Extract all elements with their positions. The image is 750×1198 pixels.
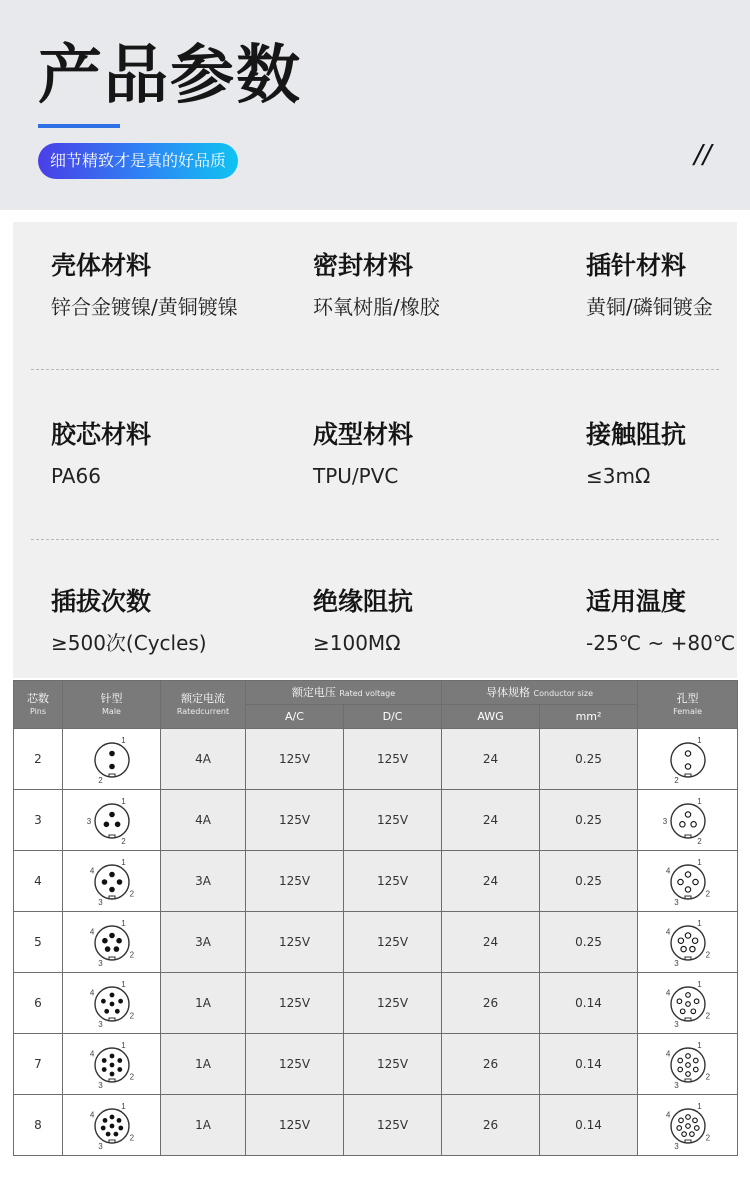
svg-text:2: 2 [705,950,710,960]
mm2-cell: 0.14 [540,1095,638,1156]
male-connector-icon [76,794,148,846]
table-row [14,1095,738,1156]
current-cell: 1A [161,973,246,1034]
svg-text:1: 1 [696,980,702,990]
header-male-cn: 针型 [100,691,123,705]
svg-text:1: 1 [696,858,702,868]
awg-cell: 24 [442,729,540,790]
param-label: 成型材料 [313,420,414,449]
male-connector-icon [76,855,148,907]
mm2-cell: 0.25 [540,729,638,790]
male-connector-icon [76,916,148,968]
dc-voltage-cell: 125V [344,912,442,973]
table-row [14,790,738,851]
svg-text:4: 4 [665,1049,670,1059]
current-cell: 1A [161,1095,246,1156]
svg-text:1: 1 [120,1102,126,1112]
mm2-cell: 0.25 [540,790,638,851]
current-cell: 4A [161,729,246,790]
param-label: 接触阻抗 [586,420,687,449]
svg-text:3: 3 [662,817,667,826]
decor-slashes: // [694,140,712,170]
female-socket-diagram-cell [638,790,738,851]
svg-text:3: 3 [673,1019,679,1029]
header-pins-cn: 芯数 [27,691,49,705]
male-pin-diagram-cell [63,729,161,790]
header-pins-en: Pins [29,706,47,716]
awg-cell: 26 [442,1095,540,1156]
param-value: 环氧树脂/橡胶 [313,295,440,319]
param-molding-material [313,419,413,489]
female-connector-icon [652,733,724,785]
header-dc: D/C [344,705,442,729]
male-connector-icon [76,1099,148,1151]
header-female-cn: 孔型 [676,691,699,705]
svg-text:4: 4 [665,988,670,998]
svg-text:1: 1 [120,858,126,868]
mm2-cell: 0.25 [540,851,638,912]
table-row [14,912,738,973]
header-female [638,681,738,729]
header-current-en: Ratedcurrent [176,706,230,716]
header-conductor-cn: 导体规格 [486,685,531,699]
svg-text:1: 1 [696,736,702,746]
female-socket-diagram-cell [638,1095,738,1156]
current-cell: 3A [161,912,246,973]
svg-text:2: 2 [129,1011,134,1021]
dc-voltage-cell: 125V [344,851,442,912]
header-pins [14,681,63,729]
male-pin-diagram-cell [63,1034,161,1095]
param-label: 胶芯材料 [51,420,152,449]
female-connector-icon [652,977,724,1029]
param-temperature-range [586,586,735,656]
mm2-cell: 0.14 [540,1034,638,1095]
header-voltage [246,681,442,705]
header-male-en: Male [102,706,121,716]
svg-text:2: 2 [120,836,126,846]
current-cell: 4A [161,790,246,851]
male-pin-diagram-cell [63,912,161,973]
ac-voltage-cell: 125V [246,790,344,851]
ac-voltage-cell: 125V [246,1034,344,1095]
param-label: 插拔次数 [51,587,152,616]
param-label: 插针材料 [586,251,687,280]
svg-text:3: 3 [673,1080,679,1090]
pins-cell: 6 [14,973,63,1034]
pins-cell: 4 [14,851,63,912]
svg-text:2: 2 [705,1133,710,1143]
male-pin-diagram-cell [63,973,161,1034]
awg-cell: 24 [442,851,540,912]
female-connector-icon [652,855,724,907]
dc-voltage-cell: 125V [344,729,442,790]
header-ac: A/C [246,705,344,729]
svg-text:1: 1 [696,1041,702,1051]
svg-text:2: 2 [129,889,134,899]
spec-table [13,680,738,1156]
svg-text:4: 4 [89,1049,94,1059]
svg-text:3: 3 [97,897,103,907]
male-connector-icon [76,733,148,785]
svg-text:4: 4 [89,1110,94,1120]
spec-table-body [14,729,738,1156]
table-row [14,851,738,912]
header-voltage-cn: 额定电压 [291,685,336,699]
header-awg: AWG [442,705,540,729]
svg-text:2: 2 [97,775,103,785]
female-connector-icon [652,1038,724,1090]
male-pin-diagram-cell [63,1095,161,1156]
page-title: 产品参数 [38,39,302,113]
svg-text:3: 3 [97,1141,103,1151]
pins-cell: 2 [14,729,63,790]
header-current-cn: 额定电流 [181,691,225,705]
svg-text:3: 3 [673,958,679,968]
female-socket-diagram-cell [638,912,738,973]
svg-text:3: 3 [673,897,679,907]
svg-text:2: 2 [705,1011,710,1021]
female-socket-diagram-cell [638,1034,738,1095]
mm2-cell: 0.14 [540,973,638,1034]
svg-text:3: 3 [86,817,91,826]
param-shell-material [51,250,238,320]
ac-voltage-cell: 125V [246,729,344,790]
pins-cell: 3 [14,790,63,851]
table-row [14,729,738,790]
table-row [14,1034,738,1095]
param-mating-cycles [51,586,207,656]
awg-cell: 26 [442,1034,540,1095]
svg-text:1: 1 [120,1041,126,1051]
svg-text:4: 4 [665,866,670,876]
svg-text:1: 1 [120,736,126,746]
svg-text:1: 1 [120,797,126,807]
svg-text:4: 4 [89,866,94,876]
dc-voltage-cell: 125V [344,1095,442,1156]
female-connector-icon [652,916,724,968]
param-core-material [51,419,151,489]
param-pin-material [586,250,713,320]
awg-cell: 26 [442,973,540,1034]
divider [31,369,719,370]
svg-text:2: 2 [673,775,679,785]
header-female-en: Female [673,706,702,716]
param-value: PA66 [51,464,101,488]
male-connector-icon [76,1038,148,1090]
svg-text:1: 1 [696,1102,702,1112]
param-label: 绝缘阻抗 [313,587,414,616]
svg-text:2: 2 [129,1133,134,1143]
param-value: 黄铜/磷铜镀金 [586,295,713,319]
dc-voltage-cell: 125V [344,973,442,1034]
female-socket-diagram-cell [638,973,738,1034]
svg-text:4: 4 [665,1110,670,1120]
param-value: -25℃ ~ +80℃ [586,631,736,655]
pins-cell: 5 [14,912,63,973]
divider [31,539,719,540]
param-value: 锌合金镀镍/黄铜镀镍 [51,295,238,319]
header-conductor-en: Conductor size [533,688,594,698]
svg-text:3: 3 [97,1080,103,1090]
header-current [161,681,246,729]
svg-text:2: 2 [129,1072,134,1082]
ac-voltage-cell: 125V [246,912,344,973]
current-cell: 1A [161,1034,246,1095]
svg-text:3: 3 [97,958,103,968]
svg-text:2: 2 [705,889,710,899]
table-row [14,973,738,1034]
svg-text:1: 1 [696,797,702,807]
tagline-badge: 细节精致才是真的好品质 [38,143,238,179]
svg-text:1: 1 [120,980,126,990]
param-value: ≤3mΩ [586,464,651,488]
current-cell: 3A [161,851,246,912]
male-connector-icon [76,977,148,1029]
header-mm: mm² [540,705,638,729]
svg-text:3: 3 [97,1019,103,1029]
female-connector-icon [652,1099,724,1151]
param-seal-material [313,250,440,320]
svg-text:2: 2 [129,950,134,960]
param-label: 密封材料 [313,251,414,280]
awg-cell: 24 [442,790,540,851]
param-value: ≥100MΩ [313,631,401,655]
svg-text:1: 1 [696,919,702,929]
ac-voltage-cell: 125V [246,1095,344,1156]
param-insulation-resistance [313,586,413,656]
dc-voltage-cell: 125V [344,790,442,851]
svg-text:1: 1 [120,919,126,929]
ac-voltage-cell: 125V [246,973,344,1034]
svg-text:3: 3 [673,1141,679,1151]
female-socket-diagram-cell [638,729,738,790]
ac-voltage-cell: 125V [246,851,344,912]
header-conductor [442,681,638,705]
header-male [63,681,161,729]
svg-text:4: 4 [665,927,670,937]
awg-cell: 24 [442,912,540,973]
svg-text:2: 2 [705,1072,710,1082]
male-pin-diagram-cell [63,851,161,912]
svg-text:4: 4 [89,988,94,998]
male-pin-diagram-cell [63,790,161,851]
svg-text:2: 2 [696,836,702,846]
female-socket-diagram-cell [638,851,738,912]
female-connector-icon [652,794,724,846]
svg-text:4: 4 [89,927,94,937]
title-underline [38,124,120,128]
param-value: ≥500次(Cycles) [51,631,207,655]
params-panel [13,222,737,678]
param-label: 适用温度 [586,587,687,616]
dc-voltage-cell: 125V [344,1034,442,1095]
mm2-cell: 0.25 [540,912,638,973]
param-value: TPU/PVC [313,464,399,488]
pins-cell: 7 [14,1034,63,1095]
param-label: 壳体材料 [51,251,152,280]
header-voltage-en: Rated voltage [339,688,396,698]
header-banner [0,0,750,210]
pins-cell: 8 [14,1095,63,1156]
param-contact-resistance [586,419,686,489]
